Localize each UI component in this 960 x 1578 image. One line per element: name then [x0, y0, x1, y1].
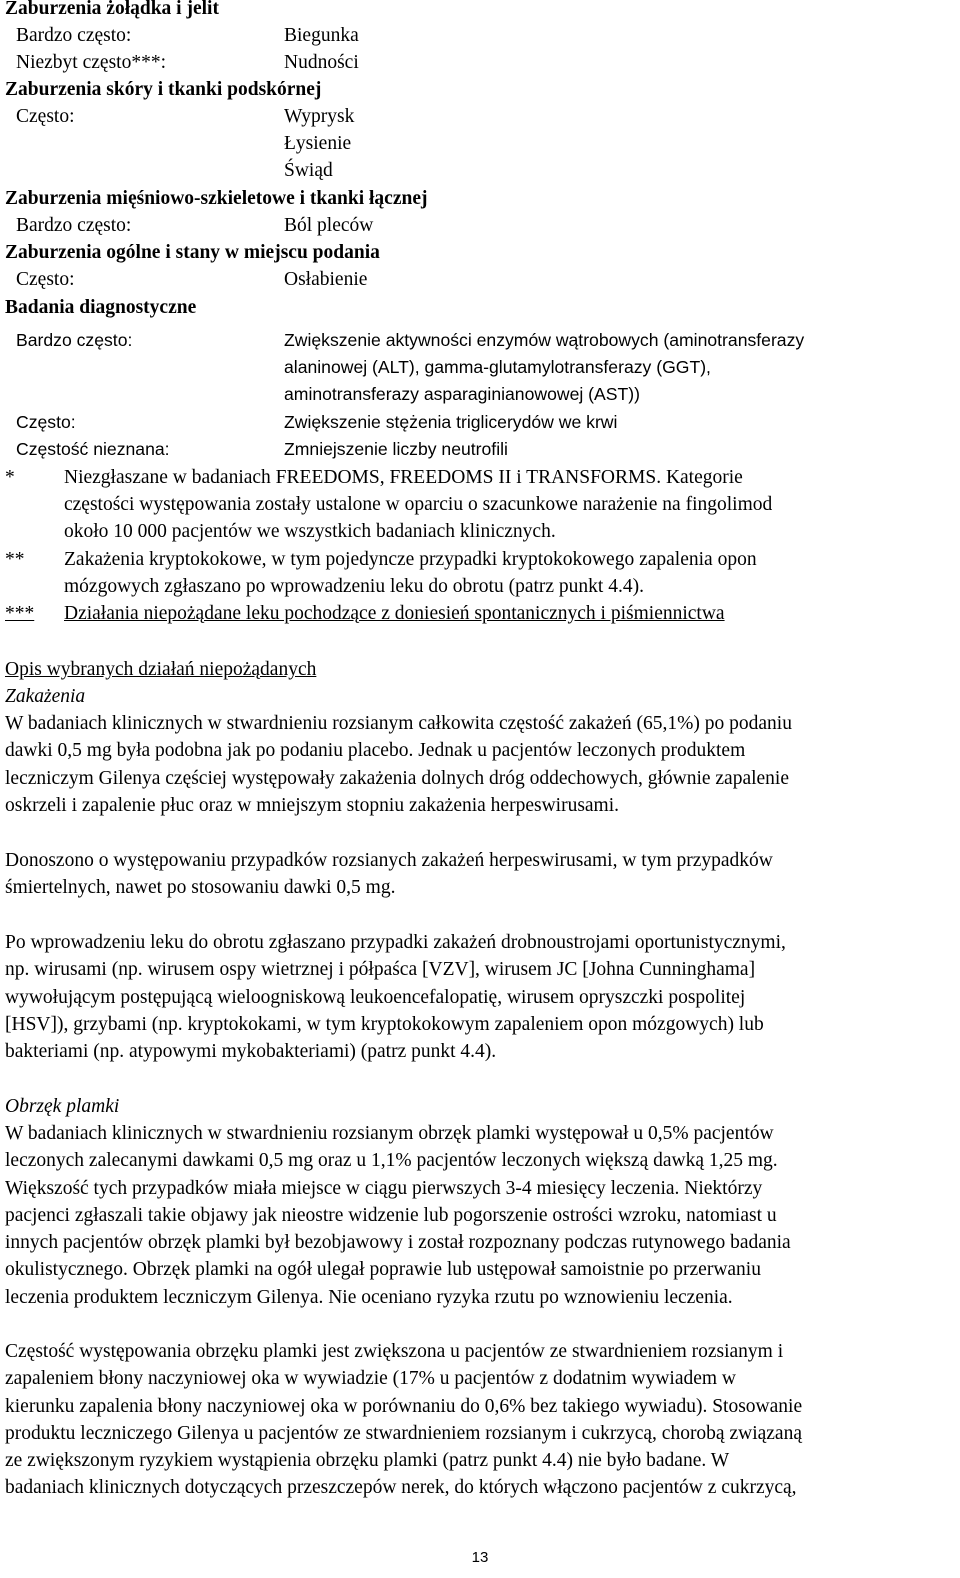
footnote-text: mózgowych zgłaszano po wprowadzeniu leku do obrotu (patrz punkt 4.4). [64, 576, 644, 597]
adverse-reaction: alaninowej (ALT), gamma-glutamylotransferazy (GGT), [284, 357, 711, 377]
subsection-title-macular-edema: Obrzęk plamki [5, 1096, 120, 1117]
text-line: leczenia produktem leczniczym Gilenya. Nie oceniano ryzyka rzutu po wznowieniu leczenia. [5, 1286, 733, 1308]
adverse-reaction: Łysienie [284, 133, 352, 154]
text-line: innych pacjentów obrzęk plamki był bezobjawowy i został rozpoznany podczas rutynowego badania [5, 1232, 791, 1254]
adverse-reaction: aminotransferazy asparaginianowowej (AST)) [284, 384, 640, 404]
footnote-text: Działania niepożądane leku pochodzące z doniesień spontanicznych i piśmiennictwa [64, 603, 725, 624]
text-line: oskrzeli i zapalenie płuc oraz w mniejszym stopniu zakażenia herpeswirusami. [5, 794, 620, 816]
soc-heading-skin: Zaburzenia skóry i tkanki podskórnej [5, 79, 322, 100]
text-line: Częstość występowania obrzęku plamki jest zwiększona u pacjentów ze stwardnieniem rozsianym i [5, 1341, 784, 1362]
adverse-reaction: Zwiększenie stężenia triglicerydów we krwi [284, 412, 618, 432]
text-line: pacjenci zgłaszali takie objawy jak nieostre widzenie lub pogorszenie ostrości wzroku, natomiast u [5, 1204, 777, 1226]
text-line: Donoszono o występowaniu przypadków rozsianych zakażeń herpeswirusami, w tym przypadków [5, 850, 773, 871]
text-line: leczonych zalecanymi dawkami 0,5 mg oraz u 1,1% pacjentów leczonych większą dawką 1,25 mg. [5, 1150, 778, 1172]
text-line: W badaniach klinicznych w stwardnieniu rozsianym obrzęk plamki występował u 0,5% pacjentów [5, 1123, 774, 1144]
frequency-label: Częstość nieznana: [16, 439, 170, 459]
text-line: kierunku zapalenia błony naczyniowej oka w porównaniu do 0,6% bez takiego wywiadu). Stosowanie [5, 1395, 803, 1417]
page-number: 13 [471, 1549, 489, 1566]
text-line: bakteriami (np. atypowymi mykobakteriami) (patrz punkt 4.4). [5, 1041, 497, 1063]
footnote-mark: * [5, 467, 15, 488]
adverse-reaction: Osłabienie [284, 269, 368, 290]
adverse-reaction: Ból pleców [284, 215, 374, 236]
paragraph-macular-1 [5, 1120, 955, 1311]
paragraph-infections-1 [5, 710, 955, 819]
adverse-reaction: Nudności [284, 52, 359, 73]
frequency-label: Często: [16, 412, 76, 432]
soc-heading-musculoskeletal: Zaburzenia mięśniowo-szkieletowe i tkanki łącznej [5, 188, 428, 209]
text-line: np. wirusami (np. wirusem ospy wietrznej i półpaśca [VZV], wirusem JC [Johna Cunninghama] [5, 959, 756, 981]
text-line: badaniach klinicznych dotyczących przeszczepów nerek, do których włączono pacjentów z cukrzycą, [5, 1477, 797, 1499]
adverse-reaction: Świąd [284, 160, 333, 181]
frequency-label: Często: [16, 106, 75, 127]
adverse-reaction: Zwiększenie aktywności enzymów wątrobowych (aminotransferazy [284, 330, 805, 350]
text-line: Po wprowadzeniu leku do obrotu zgłaszano przypadki zakażeń drobnoustrojami oportunistycznymi, [5, 932, 786, 953]
frequency-label: Bardzo często: [16, 25, 132, 46]
frequency-label: Niezbyt często***: [16, 52, 166, 73]
footnote-text: około 10 000 pacjentów we wszystkich badaniach klinicznych. [64, 521, 556, 542]
adverse-reaction: Zmniejszenie liczby neutrofili [284, 439, 508, 459]
footnote-mark: ** [5, 549, 25, 570]
frequency-label: Często: [16, 269, 75, 290]
text-line: Większość tych przypadków miała miejsce w ciągu pierwszych 3-4 miesięcy leczenia. Niektórzy [5, 1177, 763, 1199]
soc-heading-general: Zaburzenia ogólne i stany w miejscu podania [5, 242, 380, 263]
text-line: W badaniach klinicznych w stwardnieniu rozsianym całkowita częstość zakażeń (65,1%) po podaniu [5, 713, 792, 734]
text-line: zapaleniem błony naczyniowej oka w wywiadzie (17% u pacjentów z dodatnim wywiadem w [5, 1368, 737, 1390]
footnote-text: Zakażenia kryptokokowe, w tym pojedyncze przypadki kryptokokowego zapalenia opon [64, 549, 757, 570]
adverse-reaction: Wyprysk [284, 106, 355, 127]
paragraph-macular-2 [5, 1338, 955, 1502]
section-title: Opis wybranych działań niepożądanych [5, 659, 317, 680]
frequency-label: Bardzo często: [16, 215, 132, 236]
adverse-reaction: Biegunka [284, 25, 359, 46]
text-line: śmiertelnych, nawet po stosowaniu dawki 0,5 mg. [5, 877, 396, 899]
subsection-title-infections: Zakażenia [5, 686, 86, 707]
text-line: produktu leczniczego Gilenya u pacjentów ze stwardnieniem rozsianym i cukrzycą, chorobą związaną [5, 1422, 802, 1444]
soc-heading-gi: Zaburzenia żołądka i jelit [5, 0, 219, 19]
text-line: leczniczym Gilenya częściej występowały zakażenia dolnych dróg oddechowych, głównie zapalenie [5, 767, 789, 789]
text-line: dawki 0,5 mg była podobna jak po podaniu placebo. Jednak u pacjentów leczonych produktem [5, 740, 746, 762]
footnote-mark: *** [5, 603, 35, 624]
text-line: okulistycznego. Obrzęk plamki na ogół ulegał poprawie lub ustępował samoistnie po przerwaniu [5, 1259, 761, 1281]
paragraph-infections-3 [5, 929, 955, 1065]
text-line: wywołującym postępującą wieloogniskową leukoencefalopatię, wirusem opryszczki pospolitej [5, 986, 746, 1008]
paragraph-infections-2 [5, 847, 955, 902]
frequency-label: Bardzo często: [16, 330, 133, 350]
footnote-text: Niezgłaszane w badaniach FREEDOMS, FREEDOMS II i TRANSFORMS. Kategorie [64, 467, 743, 488]
text-line: ze zwiększonym ryzykiem wystąpienia obrzęku plamki (patrz punkt 4.4) nie było badane. W [5, 1450, 730, 1472]
text-line: [HSV]), grzybami (np. kryptokokami, w tym kryptokokowym zapaleniem opon mózgowych) lub [5, 1013, 764, 1035]
soc-heading-diagnostics: Badania diagnostyczne [5, 297, 197, 318]
footnote-text: częstości występowania zostały ustalone w oparciu o szacunkowe narażenie na fingolimod [64, 494, 773, 515]
